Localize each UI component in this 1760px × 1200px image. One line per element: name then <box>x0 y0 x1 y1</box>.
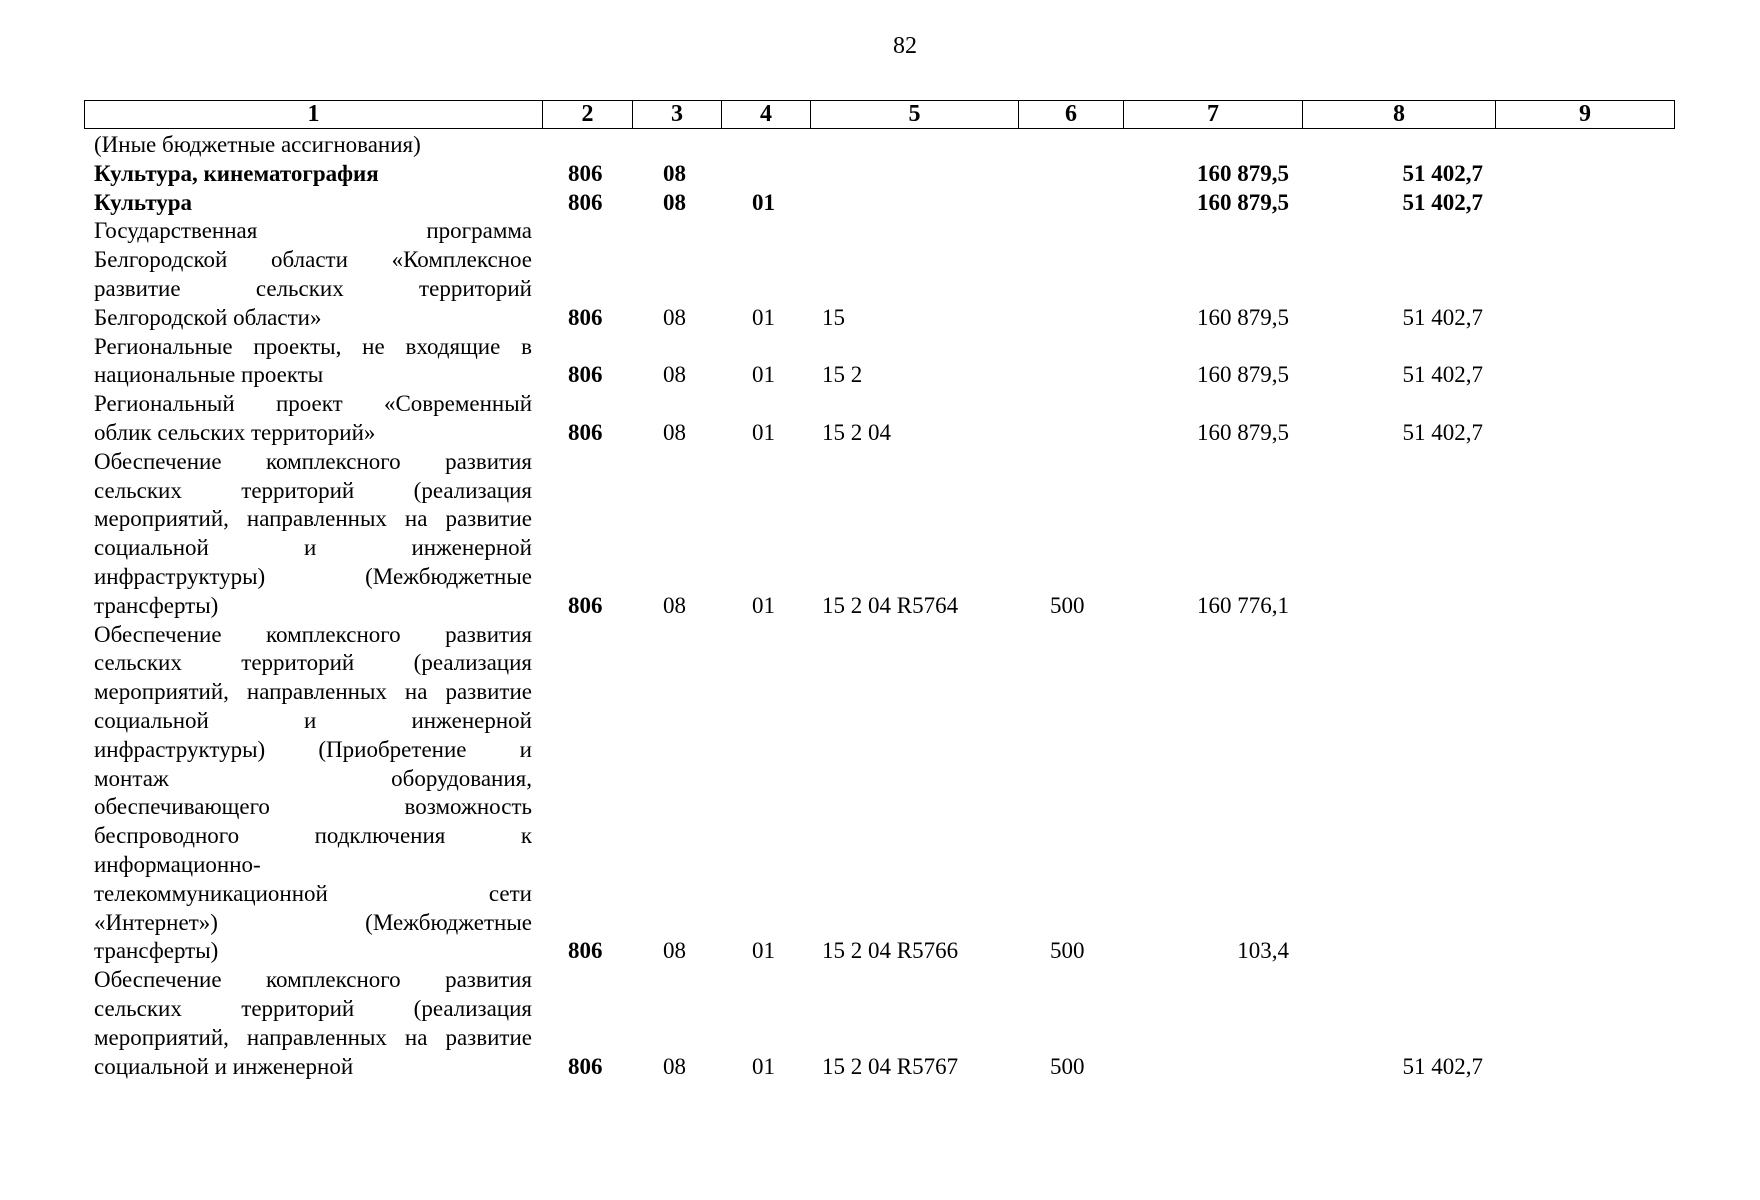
description-line: мероприятий, направленных на развитие <box>94 506 532 532</box>
amount-column-8: 51 402,7 <box>1402 189 1483 215</box>
table-row <box>0 621 1760 967</box>
description-line: Региональный проект «Современный <box>94 391 532 417</box>
row-description <box>94 160 532 189</box>
code-column-5: 15 <box>822 304 845 330</box>
column-header: 2 <box>543 101 633 129</box>
table-row <box>0 390 1760 448</box>
description-line: обеспечивающего возможность <box>94 794 532 820</box>
description-line: социальной и инженерной <box>94 707 532 733</box>
column-header: 7 <box>1124 101 1303 129</box>
code-column-5: 15 2 04 R5767 <box>822 1053 959 1079</box>
amount-column-7: 160 879,5 <box>1197 160 1289 186</box>
column-header: 9 <box>1496 101 1675 129</box>
amount-column-7: 103,4 <box>1237 938 1289 964</box>
description-line: национальные проекты <box>94 362 324 388</box>
column-header: 4 <box>722 101 811 129</box>
table-row <box>0 189 1760 218</box>
description-line: Государственная программа <box>94 218 532 244</box>
code-column-5: 15 2 04 R5766 <box>822 938 959 964</box>
amount-column-8: 51 402,7 <box>1402 1053 1483 1079</box>
table-row <box>0 333 1760 391</box>
code-column-3: 08 <box>663 1053 686 1079</box>
code-column-5: 15 2 04 <box>822 419 891 445</box>
description-line: развитие сельских территорий <box>94 275 532 301</box>
code-column-4: 01 <box>752 189 775 215</box>
amount-column-8: 51 402,7 <box>1402 160 1483 186</box>
description-line: трансферты) <box>94 938 219 964</box>
description-line: Белгородской области» <box>94 304 322 330</box>
page-number: 82 <box>893 33 917 59</box>
description-line: инфраструктуры) (Межбюджетные <box>94 563 532 589</box>
description-line: облик сельских территорий» <box>94 419 376 445</box>
code-column-4: 01 <box>752 362 775 388</box>
code-column-3: 08 <box>663 419 686 445</box>
description-line: мероприятий, направленных на развитие <box>94 1024 532 1050</box>
row-description <box>94 333 532 391</box>
code-column-6: 500 <box>1050 938 1085 964</box>
amount-column-7: 160 879,5 <box>1197 419 1289 445</box>
description-line: мероприятий, направленных на развитие <box>94 679 532 705</box>
description-line: сельских территорий (реализация <box>94 650 532 676</box>
code-column-3: 08 <box>663 160 686 186</box>
code-column-2: 806 <box>568 189 603 215</box>
description-line: телекоммуникационной сети <box>94 880 532 906</box>
code-column-4: 01 <box>752 419 775 445</box>
code-column-6: 500 <box>1050 1053 1085 1079</box>
row-description <box>94 966 532 1081</box>
column-header: 6 <box>1019 101 1124 129</box>
code-column-3: 08 <box>663 592 686 618</box>
table-row <box>0 448 1760 621</box>
amount-column-7: 160 879,5 <box>1197 362 1289 388</box>
code-column-3: 08 <box>663 189 686 215</box>
row-description <box>94 621 532 967</box>
amount-column-7: 160 776,1 <box>1197 592 1289 618</box>
description-line: беспроводного подключения к <box>94 823 532 849</box>
code-column-5: 15 2 <box>822 362 863 388</box>
code-column-2: 806 <box>568 592 603 618</box>
description-line: Культура, кинематография <box>94 160 379 186</box>
code-column-6: 500 <box>1050 592 1085 618</box>
row-description <box>94 189 532 218</box>
code-column-4: 01 <box>752 938 775 964</box>
code-column-2: 806 <box>568 1053 603 1079</box>
code-column-3: 08 <box>663 304 686 330</box>
code-column-4: 01 <box>752 304 775 330</box>
amount-column-7: 160 879,5 <box>1197 304 1289 330</box>
code-column-3: 08 <box>663 362 686 388</box>
description-line: сельских территорий (реализация <box>94 477 532 503</box>
row-description <box>94 131 532 160</box>
description-line: Региональные проекты, не входящие в <box>94 333 532 359</box>
description-line: «Интернет») (Межбюджетные <box>94 909 532 935</box>
column-header: 1 <box>85 101 543 129</box>
amount-column-8: 51 402,7 <box>1402 362 1483 388</box>
description-line: Обеспечение комплексного развития <box>94 621 532 647</box>
code-column-2: 806 <box>568 304 603 330</box>
amount-column-8: 51 402,7 <box>1402 419 1483 445</box>
column-header: 3 <box>633 101 722 129</box>
description-line: сельских территорий (реализация <box>94 995 532 1021</box>
amount-column-8: 51 402,7 <box>1402 304 1483 330</box>
table-row <box>0 217 1760 332</box>
row-description <box>94 390 532 448</box>
description-line: информационно- <box>94 851 261 877</box>
code-column-4: 01 <box>752 1053 775 1079</box>
table-row <box>0 131 1760 160</box>
row-description <box>94 217 532 332</box>
description-line: Белгородской области «Комплексное <box>94 247 532 273</box>
description-line: Культура <box>94 189 193 215</box>
description-line: монтаж оборудования, <box>94 765 532 791</box>
code-column-2: 806 <box>568 362 603 388</box>
code-column-3: 08 <box>663 938 686 964</box>
column-header: 5 <box>811 101 1019 129</box>
description-line: Обеспечение комплексного развития <box>94 967 532 993</box>
table-row <box>0 966 1760 1081</box>
description-line: (Иные бюджетные ассигнования) <box>94 132 421 157</box>
code-column-2: 806 <box>568 419 603 445</box>
description-line: трансферты) <box>94 592 219 618</box>
description-line: социальной и инженерной <box>94 535 532 561</box>
amount-column-7: 160 879,5 <box>1197 189 1289 215</box>
code-column-4: 01 <box>752 592 775 618</box>
description-line: социальной и инженерной <box>94 1053 354 1079</box>
description-line: инфраструктуры) (Приобретение и <box>94 736 532 762</box>
code-column-5: 15 2 04 R5764 <box>822 592 959 618</box>
code-column-2: 806 <box>568 160 603 186</box>
table-row <box>0 160 1760 189</box>
column-header: 8 <box>1303 101 1496 129</box>
row-description <box>94 448 532 621</box>
description-line: Обеспечение комплексного развития <box>94 448 532 474</box>
code-column-2: 806 <box>568 938 603 964</box>
